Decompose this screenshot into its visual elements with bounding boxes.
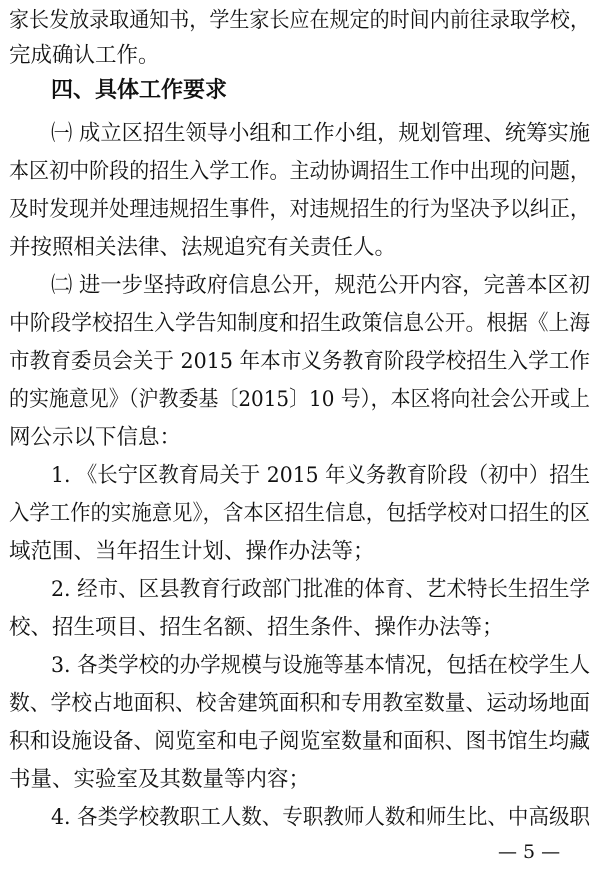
text-line-content: 书量、实验室及其数量等内容； <box>9 767 311 792</box>
text-line-content: 1. 《长宁区教育局关于 2015 年义务教育阶段（初中）招生 <box>51 463 590 488</box>
text-line-content: 校、招生项目、招生名额、招生条件、操作办法等； <box>9 615 504 640</box>
text-line <box>0 646 600 686</box>
page-number: — 5 — <box>498 841 561 863</box>
text-line <box>0 684 600 724</box>
text-line <box>0 190 600 230</box>
section-heading <box>0 71 600 111</box>
text-line <box>0 418 600 458</box>
text-line <box>0 304 600 344</box>
text-line <box>0 342 600 382</box>
text-line-content: 中阶段学校招生入学告知制度和招生政策信息公开。根据《上海 <box>9 311 590 336</box>
text-line-content: 数、学校占地面积、校舍建筑面积和专用教室数量、运动场地面 <box>9 691 590 716</box>
text-line <box>0 152 600 192</box>
text-line-content: 及时发现并处理违规招生事件，对违规招生的行为坚决予以纠正， <box>9 197 590 222</box>
text-line-content: 本区初中阶段的招生入学工作。主动协调招生工作中出现的问题， <box>9 159 590 184</box>
text-line-content: 的实施意见》（沪教委基〔2015〕10 号），本区将向社会公开或上 <box>9 387 590 412</box>
text-line-content: 积和设施设备、阅览室和电子阅览室数量和面积、图书馆生均藏 <box>9 729 590 754</box>
text-line <box>0 798 600 838</box>
text-line <box>0 456 600 496</box>
text-line-content: 域范围、当年招生计划、操作办法等； <box>9 539 375 564</box>
text-line <box>0 380 600 420</box>
text-line <box>0 1 600 41</box>
text-line-content: 完成确认工作。 <box>9 43 160 68</box>
section-heading-text: 四、具体工作要求 <box>51 78 228 103</box>
text-line-content: ㈡ 进一步坚持政府信息公开，规范公开内容，完善本区初 <box>51 273 590 298</box>
text-line <box>0 722 600 762</box>
text-line-content: 市教育委员会关于 2015 年本市义务教育阶段学校招生入学工作 <box>9 349 590 374</box>
text-line-content: ㈠ 成立区招生领导小组和工作小组，规划管理、统筹实施 <box>51 121 590 146</box>
text-line <box>0 532 600 572</box>
text-line <box>0 114 600 154</box>
text-line-content: 家长发放录取通知书，学生家长应在规定的时间内前往录取学校， <box>9 8 590 33</box>
text-line-content: 4. 各类学校教职工人数、专职教师人数和师生比、中高级职 <box>51 805 590 830</box>
text-line <box>0 760 600 800</box>
text-line-content: 3. 各类学校的办学规模与设施等基本情况，包括在校学生人 <box>51 653 590 678</box>
text-line-content: 并按照相关法律、法规追究有关责任人。 <box>9 235 397 260</box>
text-line-content: 网公示以下信息： <box>9 425 182 450</box>
text-line <box>0 570 600 610</box>
text-line <box>0 266 600 306</box>
text-line <box>0 608 600 648</box>
text-line <box>0 228 600 268</box>
text-line <box>0 494 600 534</box>
text-line-content: 2. 经市、区县教育行政部门批准的体育、艺术特长生招生学 <box>51 577 590 602</box>
text-line-content: 入学工作的实施意见》，含本区招生信息，包括学校对口招生的区 <box>9 501 590 526</box>
text-line <box>0 36 600 76</box>
